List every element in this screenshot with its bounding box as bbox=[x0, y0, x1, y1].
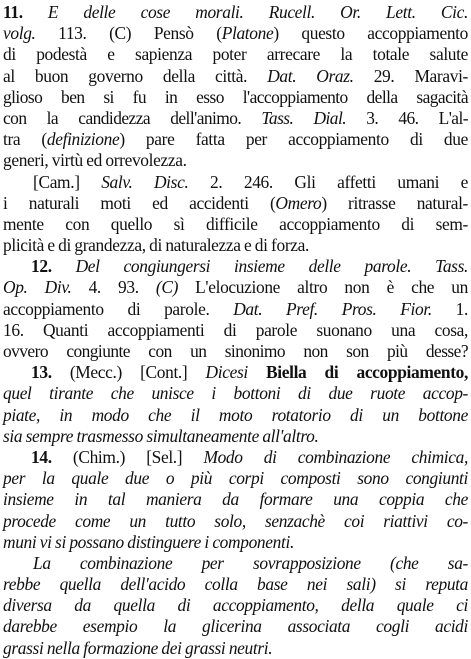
text-run: 113. (C) Pensò ( bbox=[35, 23, 222, 44]
text-run: Tass. Dial. bbox=[261, 107, 347, 128]
text-run: Platone bbox=[221, 23, 274, 44]
text-run: (Chim.) [Sel.] bbox=[72, 446, 204, 467]
text-run: accoppiamento di parole. bbox=[3, 298, 234, 319]
text-run: 4. 93. bbox=[71, 277, 156, 298]
text-run: ) pare fatta per accoppiamento di due bbox=[119, 129, 468, 150]
text-run: 12. bbox=[31, 256, 76, 277]
text-line bbox=[3, 447, 468, 468]
text-line bbox=[3, 193, 468, 214]
text-run: E delle cose morali. Rucell. Or. Lett. Cic. bbox=[47, 2, 468, 22]
text-run: diversa da quella di accoppiamento, della quale ci bbox=[3, 595, 468, 616]
text-run: Modo di combinazione chimica, bbox=[203, 446, 468, 467]
text-line bbox=[3, 320, 468, 341]
text-run: sia sempre trasmesso simultaneamente all'altro. bbox=[3, 425, 319, 446]
text-run: per la quale due o più corpi composti sono congiunti bbox=[3, 468, 468, 489]
text-run: di podestà e sapienza poter arrecare la totale salute bbox=[3, 44, 468, 65]
text-run: procede come un tutto solo, senzachè coi riattivi co- bbox=[3, 510, 468, 531]
text-line bbox=[3, 553, 468, 574]
text-line bbox=[3, 150, 468, 171]
text-line bbox=[3, 574, 468, 595]
text-run: insieme in tal maniera da formare una coppia che bbox=[3, 489, 468, 510]
text-line bbox=[3, 23, 468, 44]
text-line bbox=[3, 66, 468, 87]
text-line bbox=[3, 468, 468, 489]
entry-12 bbox=[3, 256, 468, 362]
text-line bbox=[3, 638, 468, 659]
text-run: 11. bbox=[3, 2, 48, 22]
text-run: generi, virtù ed orrevolezza. bbox=[3, 150, 187, 171]
text-line bbox=[3, 299, 468, 320]
text-run: tra ( bbox=[3, 129, 47, 150]
text-line bbox=[3, 616, 468, 637]
text-run: glioso ben si fu in esso l'accoppiamento della sagacità bbox=[3, 86, 468, 107]
text-run: L'elocuzione altro non è che un bbox=[178, 277, 468, 298]
text-line bbox=[3, 2, 468, 23]
text-run: rebbe quella dell'acido colla base nei sali) si reputa bbox=[3, 574, 468, 595]
text-run: Dicesi bbox=[205, 362, 266, 383]
entry-14 bbox=[3, 447, 468, 553]
text-line bbox=[3, 108, 468, 129]
text-line bbox=[3, 214, 468, 235]
text-run: ovvero congiunte con un sinonimo non son più desse? bbox=[3, 341, 468, 361]
text-run: Biella di accoppiamento, bbox=[265, 362, 468, 383]
text-run: Op. Div. bbox=[3, 277, 72, 298]
text-run: 13. bbox=[31, 362, 70, 383]
text-run: Salv. Disc. bbox=[101, 171, 189, 192]
text-line bbox=[3, 235, 468, 256]
entry-13 bbox=[3, 362, 468, 447]
entry-11-cam bbox=[3, 172, 468, 257]
text-run: [Cam.] bbox=[33, 171, 102, 192]
text-run: Dat. Oraz. bbox=[267, 65, 354, 86]
text-run: ) questo accoppiamento bbox=[273, 23, 468, 44]
text-run: quel tirante che unisce i bottoni di due ruote accop- bbox=[3, 383, 468, 404]
text-run: (Mecc.) [Cont.] bbox=[69, 362, 206, 383]
text-line bbox=[3, 277, 468, 298]
text-run: 1. bbox=[431, 298, 468, 319]
text-line bbox=[3, 383, 468, 404]
text-line bbox=[3, 129, 468, 150]
text-run: darebbe esempio la glicerina associata cogli acidi bbox=[3, 616, 468, 637]
text-run: con la candidezza dell'animo. bbox=[3, 107, 262, 128]
text-line bbox=[3, 256, 468, 277]
text-run: grassi nella formazione dei grassi neutri. bbox=[3, 637, 273, 658]
text-run: 2. 246. Gli affetti umani e bbox=[188, 171, 468, 192]
text-line bbox=[3, 44, 468, 65]
text-line bbox=[3, 511, 468, 532]
text-run: 3. 46. L'al- bbox=[346, 107, 468, 128]
text-run: (C) bbox=[155, 277, 179, 298]
text-run: muni vi si possano distinguere i componenti. bbox=[3, 531, 294, 552]
text-line bbox=[3, 532, 468, 553]
text-run: i naturali moti ed accidenti ( bbox=[3, 192, 276, 213]
text-run: al buon governo della città. bbox=[3, 65, 268, 86]
text-run: La combinazione per sovrapposizione (che sa- bbox=[33, 552, 468, 573]
text-run: 16. Quanti accoppiamenti di parole suonano una cosa, bbox=[3, 319, 468, 340]
text-run: Omero bbox=[275, 192, 322, 213]
text-line bbox=[3, 426, 468, 447]
text-line bbox=[3, 489, 468, 510]
text-line bbox=[3, 595, 468, 616]
entry-14-example bbox=[3, 553, 468, 659]
text-run: piate, in modo che il moto rotatorio di un bottone bbox=[3, 404, 468, 425]
entry-11 bbox=[3, 2, 468, 172]
text-run: mente con quello sì difficile accoppiamento di sem- bbox=[3, 213, 468, 234]
text-run: Dat. Pref. Pros. Fior. bbox=[233, 298, 432, 319]
text-line bbox=[3, 362, 468, 383]
text-run: 14. bbox=[31, 446, 73, 467]
text-run: ) ritrasse natural- bbox=[321, 192, 468, 213]
text-run: definizione bbox=[46, 129, 120, 150]
text-run: Del congiungersi insieme delle parole. Tass. bbox=[75, 256, 469, 277]
text-line bbox=[3, 87, 468, 108]
text-line bbox=[3, 405, 468, 426]
text-line bbox=[3, 172, 468, 193]
text-line bbox=[3, 341, 468, 362]
text-run: volg. bbox=[3, 23, 36, 44]
text-run: 29. Maravi- bbox=[353, 65, 469, 86]
text-run: plicità e di grandezza, di naturalezza e di forza. bbox=[3, 235, 309, 256]
